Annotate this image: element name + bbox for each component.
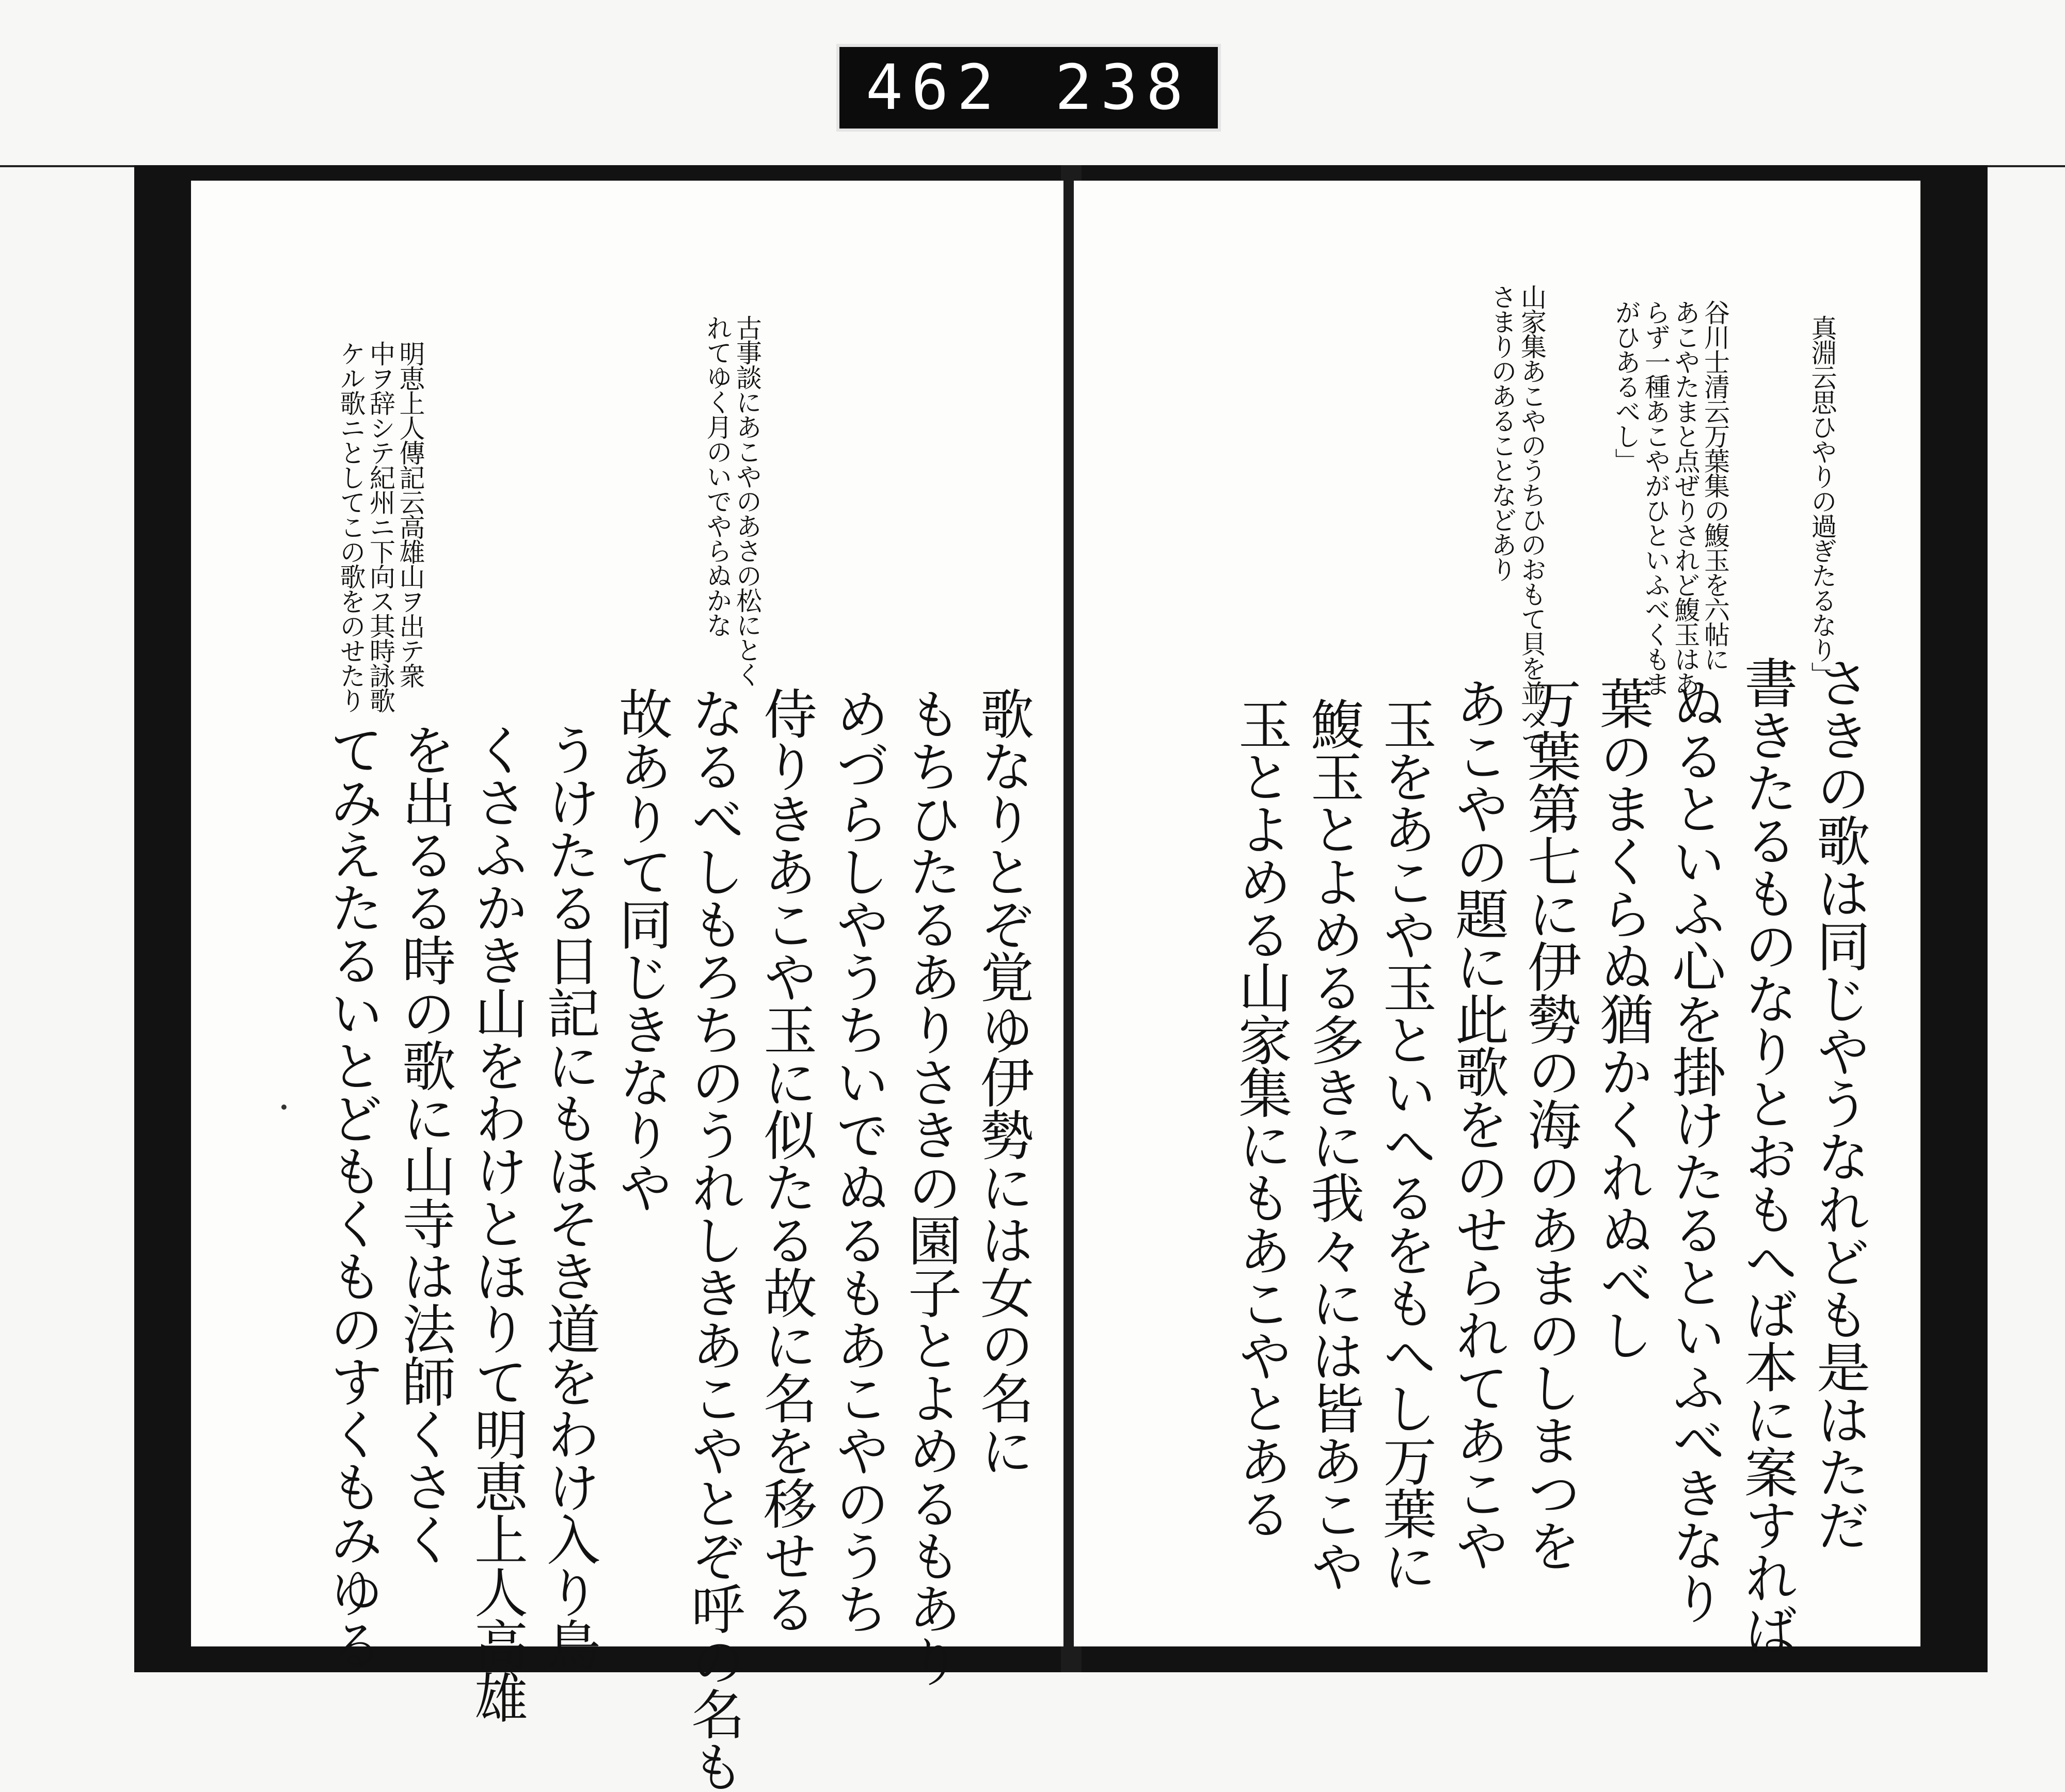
left-note-1-line-1: 古事談にあこやのあさの松にとく — [732, 315, 762, 686]
right-note-2 — [1611, 299, 1729, 696]
left-page — [191, 181, 1063, 1792]
left-note-2-line-3: ケル歌ニとしてこの歌をのせたり — [336, 341, 366, 712]
right-main-col-5: 万葉第七に伊勢の海のあまのしまつを — [1518, 676, 1581, 1571]
left-note-1-line-2: れてゆく月のいでやらぬかな — [702, 315, 733, 637]
label-left-number: 462 — [865, 52, 1003, 124]
left-main-col-3: めづらしやうちいでぬるもあこやのうち — [827, 686, 889, 1634]
left-main-col-1: 歌なりとぞ覚ゆ伊勢には女の名に — [971, 686, 1034, 1476]
right-note-2-line-3: らず一種あこやがひといふべくもま — [1641, 299, 1671, 696]
right-main-col-6: あこやの題に此歌をのせられてあこや — [1446, 676, 1509, 1571]
left-note-2-line-2: 中ヲ辞シテ紀州ニ下向ス其時詠歌 — [366, 341, 395, 712]
left-note-2-line-1: 明恵上人傳記云高雄山ヲ出テ衆 — [395, 341, 425, 687]
left-note-2 — [336, 341, 425, 712]
right-note-2-line-4: がひあるべし」 — [1611, 299, 1641, 473]
right-main-col-7: 玉をあこや玉といへるをもへし万葉に — [1374, 697, 1437, 1592]
right-page — [1074, 181, 1920, 1656]
left-main-col-8: くさふかき山をわけとほりて明恵上人高雄 — [465, 723, 528, 1723]
right-main-col-2: 書きたるものなりとおもへば本に案すれば — [1735, 655, 1798, 1656]
left-main-col-7: うけたる日記にもほそき道をわけ入り鳥 — [537, 723, 600, 1670]
right-main-col-8: 鰒玉とよめる多きに我々には皆あこや — [1301, 697, 1364, 1592]
right-main-col-9: 玉とよめる山家集にもあこやとある — [1229, 697, 1292, 1539]
right-note-1-line-1: 真淵云思ひやりの過ぎたるなり」 — [1807, 315, 1837, 686]
right-main-col-3: ぬるといふ心を掛けたるといふべきなり — [1663, 676, 1726, 1624]
right-note-3-line-2: さまりのあることなどあり — [1487, 284, 1517, 581]
right-note-3-line-1: 山家集あこやのうちひのおもて貝を並べて — [1517, 284, 1547, 755]
right-main-col-4: 葉のまくらぬ猶かくれぬべし — [1591, 676, 1654, 1361]
left-main-col-4: 侍りきあこや玉に似たる故に名を移せる — [754, 686, 817, 1634]
archive-label — [836, 44, 1221, 132]
left-note-1 — [702, 315, 761, 686]
right-note-2-line-2: あこやたまと点ぜりされど鰒玉はあ — [1670, 299, 1701, 696]
left-main-col-9: を出るる時の歌に山寺は法師くさく — [393, 723, 456, 1565]
left-main-col-5: なるべしもろちのうれしきあこやとぞ呼の名も — [682, 686, 745, 1792]
left-main-col-2: もちひたるありさきの園子とよめるもあり — [899, 686, 962, 1687]
left-main-col-6: 故ありて同じきなりや — [610, 686, 673, 1213]
label-right-number: 238 — [1055, 52, 1192, 124]
right-note-1 — [1807, 315, 1837, 686]
left-main-col-10: てみえたるいとどもくものすくもみゆる — [321, 723, 384, 1670]
right-main-col-1: さきの歌は同じやうなれども是はただ — [1807, 655, 1870, 1550]
open-book — [134, 165, 1988, 1792]
scan-speck — [281, 1105, 287, 1110]
right-note-2-line-1: 谷川士清云万葉集の鰒玉を六帖に — [1700, 299, 1730, 671]
